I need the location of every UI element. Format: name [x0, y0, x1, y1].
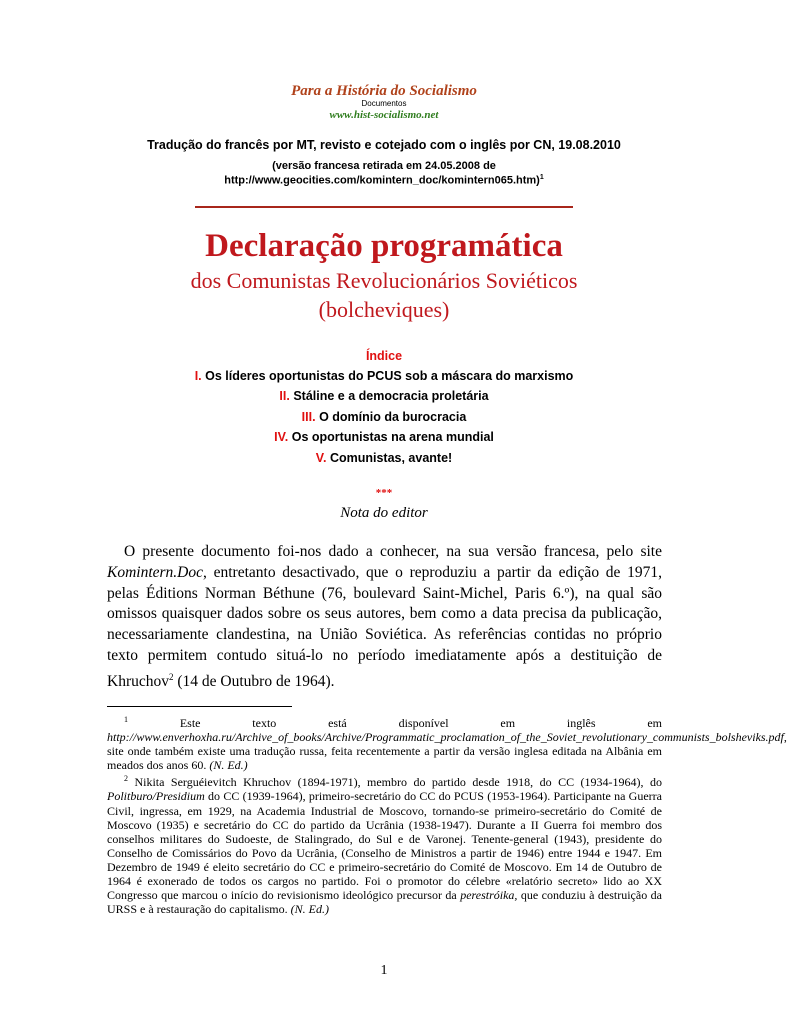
footnote-ref-2[interactable]: 2 — [169, 671, 174, 682]
intro-text: , entretanto desactivado, que o reproduziu a partir da edição de 1971, pelas Éditions Norman Béthune (76, boulevard Saint-Michel, Paris 6.º), na qual são omissos quaisquer dados sobre os seus autores, bem como a data precisa da publicação, necessariamente clandestina, na União Soviética. As referências contidas no próprio texto permitem contudo situá-lo no período imediatamente após a destituição de Khruchov — [107, 563, 662, 690]
toc-item-label: Os oportunistas na arena mundial — [291, 430, 494, 444]
footnote-text: do CC (1939-1964), primeiro-secretário do CC do PCUS (1953-1964). Participante na Guerra Civil, ingressa, em 1929, na Academia Industrial de Moscovo, tornando-se primeiro-secretário do Comité de Moscovo (1935) e secretário do CC do partido da Ucrânia (1938-1947). Durante a II Guerra foi membro dos conselhos militares do Sudoeste, de Stalingrado, do Sul e de Varonej. Tenente-general (1943), presidente do Conselho de Comissários do Povo da Ucrânia, (Conselho de Ministros a partir de 1946) entre 1944 e 1947. Em Dezembro de 1949 é eleito secretário do CC e primeiro-secretário do Comité de Moscovo. Em 14 de Outubro de 1964 é exonerado de todos os cargos no partido. Foi o promotor do célebre «relatório secreto» lido ao XX Congresso que marcou o início do revisionismo ideológico precursor da — [107, 789, 662, 903]
footnote-divider — [107, 706, 292, 707]
toc-item-number: I. — [194, 369, 202, 383]
toc-item-label: Stáline e a democracia proletária — [293, 389, 489, 403]
page-number: 1 — [380, 963, 388, 978]
intro-text: O presente documento foi-nos dado a conhecer, na sua versão francesa, pelo site — [124, 543, 662, 560]
toc-item[interactable] — [0, 430, 768, 444]
toc-item-label: O domínio da burocracia — [319, 410, 467, 424]
document-subtitle-line-2: (bolcheviques) — [318, 297, 450, 322]
footnote-text: , site onde também existe uma tradução russa, feita recentemente a partir da versão inglesa editada na Albânia em meados dos anos 60. — [107, 730, 787, 773]
site-subtitle: Documentos — [361, 99, 407, 108]
document-subtitle-line-1: dos Comunistas Revolucionários Soviéticos — [190, 268, 578, 293]
toc-item[interactable] — [0, 410, 768, 424]
title-divider — [195, 206, 573, 208]
toc-item-number: IV. — [274, 430, 289, 444]
footnote-number: 2 — [124, 774, 128, 784]
intro-text: (14 de Outubro de 1964). — [173, 672, 335, 690]
toc-item-label: Comunistas, avante! — [329, 451, 453, 465]
footnote-2 — [107, 772, 662, 916]
site-url-link[interactable]: www.hist-socialismo.net — [329, 109, 439, 121]
toc-item-label: Os líderes oportunistas do PCUS sob a máscara do marxismo — [205, 369, 574, 383]
section-separator: *** — [375, 487, 393, 499]
footnote-italic: perestróika, — [460, 888, 518, 903]
editor-note-heading: Nota do editor — [340, 505, 428, 521]
document-title: Declaração programática — [205, 228, 563, 264]
footnote-link[interactable]: http://www.enverhoxha.ru/Archive_of_books/Archive/Programmatic_proclamation_of_the_Soviet_revolutionary_communists_bolsheviks.pdf — [107, 730, 784, 745]
version-note-line-1: (versão francesa retirada em 24.05.2008 de — [272, 160, 496, 172]
footnote-editor-mark: (N. Ed.) — [209, 758, 248, 773]
toc-item[interactable] — [0, 451, 768, 465]
footnote-italic: Politburo/Presidium — [107, 789, 205, 804]
footnotes — [107, 713, 787, 917]
intro-paragraph — [107, 542, 662, 693]
footnote-editor-mark: (N. Ed.) — [290, 902, 329, 917]
footnote-text: Nikita Serguéievitch Khruchov (1894-1971), membro do partido desde 1918, do CC (1934-1964), do — [128, 775, 662, 790]
footnote-text: que conduziu à destruição da URSS e à restauração do capitalismo. — [107, 888, 663, 917]
footnote-ref-1[interactable]: 1 — [539, 174, 544, 181]
toc-item-number: V. — [315, 451, 327, 465]
toc-item-number: III. — [301, 410, 316, 424]
translation-note: Tradução do francês por MT, revisto e cotejado com o inglês por CN, 19.08.2010 — [147, 138, 621, 152]
footnote-text: Este texto está disponível em inglês em — [128, 716, 662, 730]
toc-item-number: II. — [279, 389, 290, 403]
toc-item[interactable] — [0, 389, 768, 403]
index-heading: Índice — [365, 349, 403, 363]
footnote-1 — [107, 713, 787, 773]
intro-site-name: Komintern.Doc — [107, 563, 204, 581]
version-note-line-2 — [0, 174, 768, 187]
footnote-number: 1 — [124, 715, 128, 724]
source-url-link[interactable]: http://www.geocities.com/komintern_doc/komintern065.htm) — [224, 174, 540, 187]
site-title: Para a História do Socialismo — [291, 83, 477, 99]
toc-item[interactable] — [0, 369, 768, 383]
